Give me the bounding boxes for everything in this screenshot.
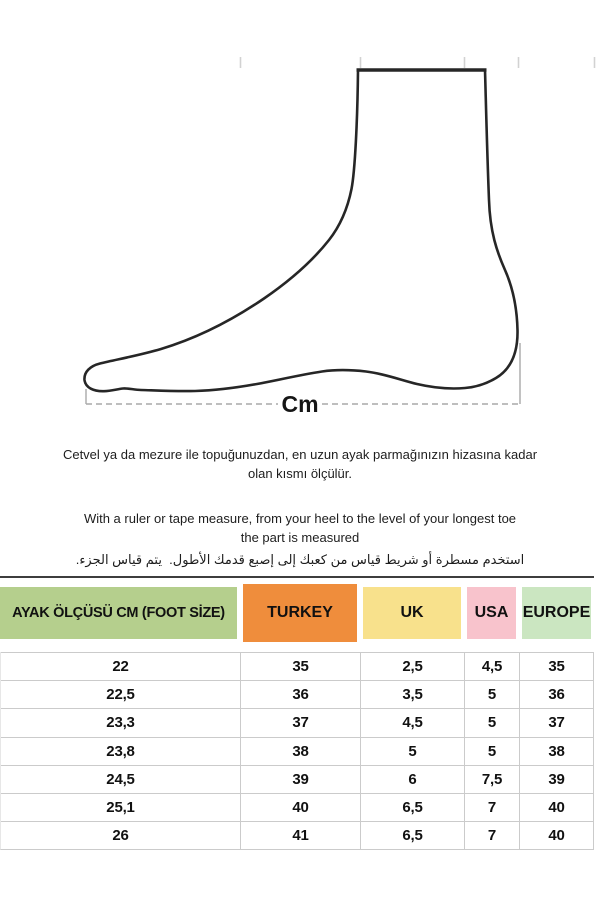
table-cell: 22,5 [1,680,240,708]
foot-diagram [0,0,600,435]
cm-measurement-label: Cm [281,391,319,417]
column-header-uk: UK [363,587,461,639]
table-cell: 5 [464,737,519,765]
table-cell: 6,5 [360,793,464,821]
table-cell: 40 [519,793,593,821]
column-header-turkey-cell [240,587,360,652]
table-row [1,793,593,821]
table-cell: 7 [464,793,519,821]
ruler-ticks [241,57,595,68]
table-cell: 4,5 [360,708,464,736]
table-cell: 39 [240,765,360,793]
table-cell: 41 [240,821,360,849]
table-row [1,652,593,680]
table-cell: 38 [240,737,360,765]
instruction-line: olan kısmı ölçülür. [247,465,353,481]
instruction-english [0,509,600,547]
instruction-arabic: استخدم مسطرة أو شريط قياس من كعبك إلى إصبع قدمك الأطول. يتم قياس الجزء. [75,552,525,567]
table-cell: 37 [519,708,593,736]
table-cell: 38 [519,737,593,765]
table-cell: 5 [464,708,519,736]
table-row [1,765,593,793]
table-cell: 22 [1,652,240,680]
table-cell: 7,5 [464,765,519,793]
size-table [0,576,594,850]
table-cell: 35 [519,652,593,680]
table-cell: 23,3 [1,708,240,736]
column-header-foot-size-cell [0,587,240,652]
instruction-line: With a ruler or tape measure, from your heel to the level of your longest toe [83,511,517,526]
table-cell: 5 [360,737,464,765]
table-cell: 3,5 [360,680,464,708]
table-cell: 4,5 [464,652,519,680]
table-cell: 7 [464,821,519,849]
table-row [1,737,593,765]
table-cell: 25,1 [1,793,240,821]
table-cell: 24,5 [1,765,240,793]
table-cell: 5 [464,680,519,708]
column-header-foot-size: AYAK ÖLÇÜSÜ CM (FOOT SİZE) [0,587,237,639]
table-cell: 6,5 [360,821,464,849]
column-header-uk-cell [360,587,464,652]
table-cell: 40 [240,793,360,821]
column-header-usa: USA [467,587,516,639]
table-cell: 37 [240,708,360,736]
foot-outline [84,70,517,391]
instruction-line: Cetvel ya da mezure ile topuğunuzdan, en uzun ayak parmağınızın hizasına kadar [62,447,538,462]
column-header-europe: EUROPE [522,587,591,639]
table-cell: 36 [240,680,360,708]
column-header-turkey: TURKEY [243,584,357,642]
column-header-usa-cell [464,587,519,652]
table-row [1,680,593,708]
instruction-line: the part is measured [240,530,360,545]
table-cell: 23,8 [1,737,240,765]
table-cell: 2,5 [360,652,464,680]
table-row [1,821,593,849]
column-header-europe-cell [519,587,594,652]
instruction-turkish [0,446,600,483]
size-table-body [0,652,594,850]
table-row [1,708,593,736]
table-cell: 39 [519,765,593,793]
table-cell: 6 [360,765,464,793]
table-cell: 40 [519,821,593,849]
size-table-header [0,578,594,652]
table-cell: 26 [1,821,240,849]
table-cell: 35 [240,652,360,680]
table-cell: 36 [519,680,593,708]
